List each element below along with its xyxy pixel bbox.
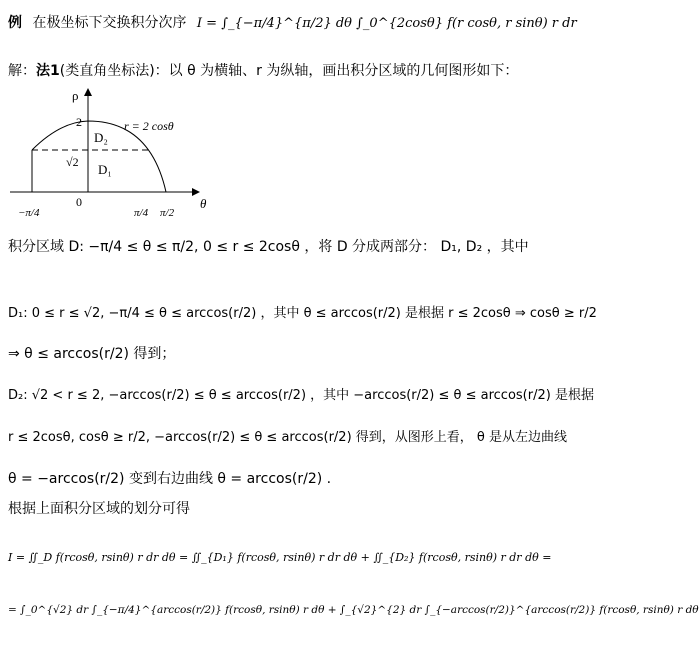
d2-text-a: D₂: √2 < r ≤ 2, −arccos(r/2) ≤ θ ≤ arccos(r/2) ，其中 −arccos(r/2) ≤ θ ≤ arccos(r/2) 是根据 [8, 388, 594, 403]
d1-text-b: ⇒ θ ≤ arccos(r/2) 得到； [8, 346, 176, 362]
d2-text-c: θ = −arccos(r/2) 变到右边曲线 θ = arccos(r/2) . [8, 471, 332, 487]
tick-label-neg-pi4: −π/4 [18, 207, 40, 219]
d1-text-a: D₁: 0 ≤ r ≤ √2, −π/4 ≤ θ ≤ arccos(r/2) ，其中 θ ≤ arccos(r/2) 是根据 r ≤ 2cosθ ⇒ cosθ ≥ r/2 [8, 306, 597, 321]
d2-line-b [8, 428, 567, 447]
origin-label: 0 [76, 195, 82, 209]
y-axis-arrow [84, 88, 92, 96]
d2-text-b: r ≤ 2cosθ, cosθ ≥ r/2, −arccos(r/2) ≤ θ ≤ arccos(r/2) 得到，从图形上看， θ 是从左边曲线 [8, 430, 567, 445]
result-line-2 [8, 600, 699, 619]
basis-text: 根据上面积分区域的划分可得 [8, 501, 190, 517]
tick-label-sqrt2: √2 [66, 155, 79, 169]
result-text-2: = ∫_0^{√2} dr ∫_{−π/4}^{arccos(r/2)} f(rcosθ, rsinθ) r dθ + ∫_{√2}^{2} dr ∫_{−arccos(r/2)}^{arccos(r/2)} f(rcosθ, rsinθ) r dθ [8, 604, 699, 616]
d1-line-b [8, 345, 175, 363]
solution-text: (类直角坐标法)：以 θ 为横轴、r 为纵轴，画出积分区域的几何图形如下： [59, 63, 519, 79]
example-text: 在极坐标下交换积分次序 [32, 15, 187, 31]
region-d1-label: D₁ [98, 162, 112, 177]
result-line-1 [8, 548, 551, 567]
solution-intro [8, 62, 518, 80]
x-axis-label: θ [200, 196, 207, 211]
curve-label: r = 2 cosθ [124, 119, 174, 133]
x-axis-arrow [192, 188, 200, 196]
region-definition-text: 积分区域 D: −π/4 ≤ θ ≤ π/2, 0 ≤ r ≤ 2cosθ ，将 D 分成两部分： D₁, D₂ ，其中 [8, 239, 529, 255]
d2-line-c [8, 470, 331, 488]
example-line [8, 14, 577, 33]
example-label: 例 [8, 15, 22, 31]
tick-label-2: 2 [76, 115, 82, 129]
region-definition [8, 238, 529, 256]
basis-line [8, 500, 190, 518]
d2-line-a [8, 386, 594, 405]
region-figure [0, 84, 230, 234]
tick-label-pi2: π/2 [160, 207, 175, 219]
y-axis-label: ρ [72, 88, 79, 103]
region-d2-label: D₂ [94, 130, 108, 145]
solution-prefix: 解： [8, 63, 36, 79]
method-label: 法1 [36, 63, 60, 79]
d1-line-a [8, 304, 597, 323]
result-text-1: I = ∬_D f(rcosθ, rsinθ) r dr dθ = ∬_{D₁} f(rcosθ, rsinθ) r dr dθ + ∬_{D₂} f(rcosθ, rsinθ) r dr dθ = [8, 551, 552, 564]
tick-label-pi4: π/4 [134, 207, 149, 219]
example-formula: I = ∫_{−π/4}^{π/2} dθ ∫_0^{2cosθ} f(r cosθ, r sinθ) r dr [196, 16, 577, 31]
